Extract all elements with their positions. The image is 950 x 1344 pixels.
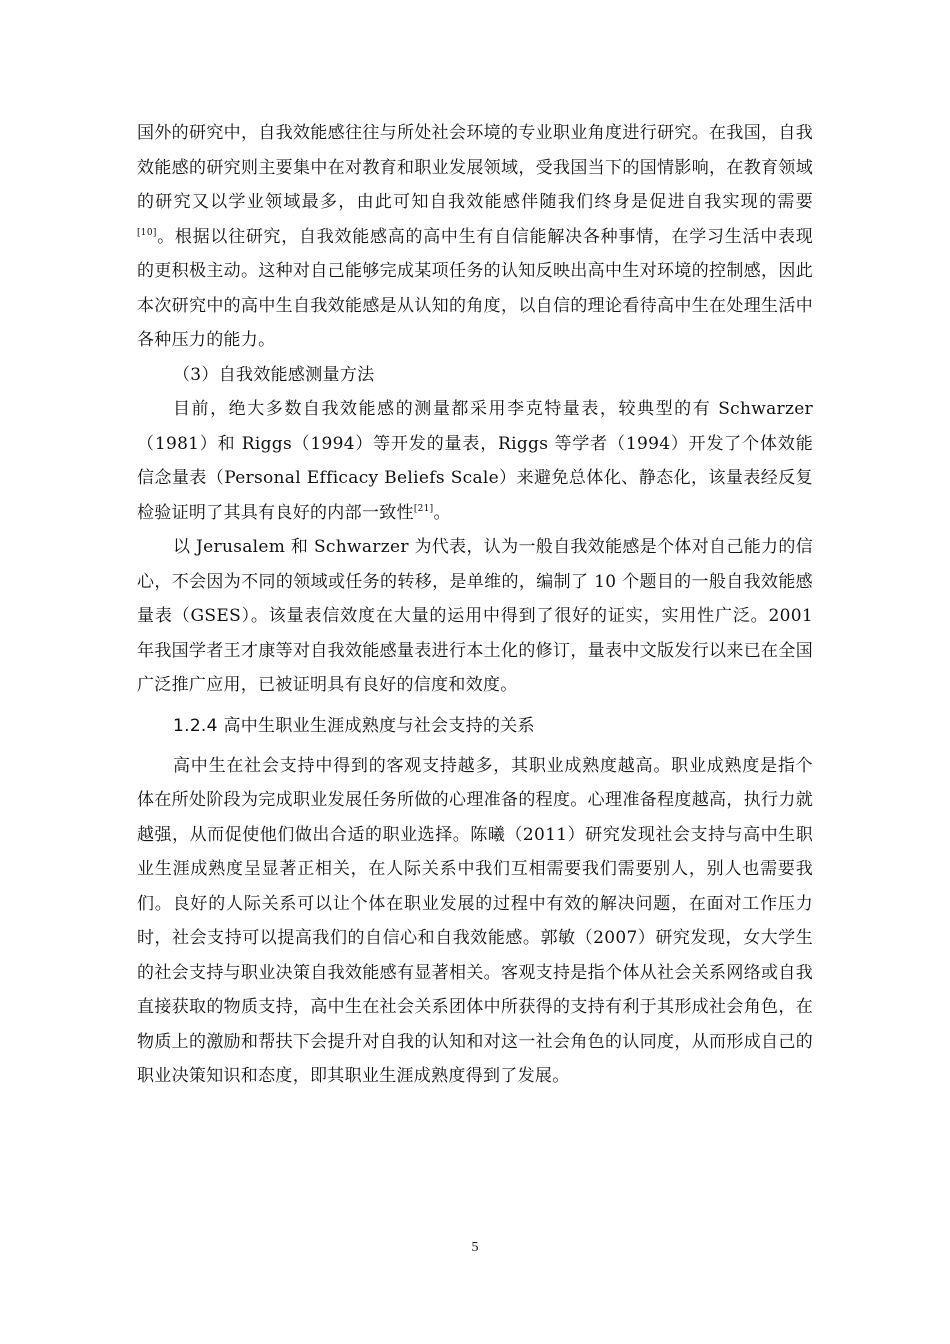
citation: [10] [137,227,157,238]
paragraph-social-support: 高中生在社会支持中得到的客观支持越多，其职业成熟度越高。职业成熟度是指个体在所处阶段为完成职业发展任务所做的心理准备的程度。心理准备程度越高，执行力就越强，从而促使他们做出合适的职业选择。陈曦（2011）研究发现社会支持与高中生职业生涯成熟度呈显著正相关，在人际关系中我们互相需要我们需要别人，别人也需要我们。良好的人际关系可以让个体在职业发展的过程中有效的解决问题，在面对工作压力时，社会支持可以提高我们的自信心和自我效能感。郭敏（2007）研究发现，女大学生的社会支持与职业决策自我效能感有显著相关。客观支持是指个体从社会关系网络或自我直接获取的物质支持，高中生在社会关系团体中所获得的支持有利于其形成社会角色，在物质上的激励和帮扶下会提升对自我的认知和对这一社会角色的认同度，从而形成自己的职业决策知识和态度，即其职业生涯成熟度得到了发展。 [137,755,813,1086]
paragraph-text: 目前，绝大多数自我效能感的测量都采用李克特量表，较典型的有 Schwarzer（1981）和 Riggs（1994）等开发的量表，Riggs 等学者（1994）开发了个体效能信念量表（Personal Efficacy Beliefs Scale）来避免总体化、静态化，该量表经反复检验证明了其具有良好的内部一致性 [137,399,813,523]
paragraph-text: 国外的研究中，自我效能感往往与所处社会环境的专业职业角度进行研究。在我国，自我效能感的研究则主要集中在对教育和职业发展领域，受我国当下的国情影响，在教育领域的研究又以学业领域最多，由此可知自我效能感伴随我们终身是促进自我实现的需要 [137,123,813,212]
paragraph-measurement-scales [137,392,813,530]
paragraph-self-efficacy-research [137,116,813,358]
paragraph-text-after: 。 [433,502,451,523]
page-number: 5 [471,1240,479,1255]
page-body [137,116,813,1094]
citation: [21] [413,503,434,514]
paragraph-gses: 以 Jerusalem 和 Schwarzer 为代表，认为一般自我效能感是个体对自己能力的信心，不会因为不同的领域或任务的转移，是单维的，编制了 10 个题目的一般自我效能感量表（GSES）。该量表信效度在大量的运用中得到了很好的证实，实用性广泛。2001 年我国学者王才康等对自我效能感量表进行本土化的修订，量表中文版发行以来已在全国广泛推广应用，已被证明具有良好的信度和效度。 [137,537,813,695]
section-heading: 1.2.4 高中生职业生涯成熟度与社会支持的关系 [173,715,535,736]
subheading-measurement-methods: （3）自我效能感测量方法 [173,364,375,385]
paragraph-text-after: 。根据以往研究，自我效能感高的高中生有自信能解决各种事情，在学习生活中表现的更积极主动。这种对自己能够完成某项任务的认知反映出高中生对环境的控制感，因此本次研究中的高中生自我效能感是从认知的角度，以自信的理论看待高中生在处理生活中各种压力的能力。 [137,226,813,350]
